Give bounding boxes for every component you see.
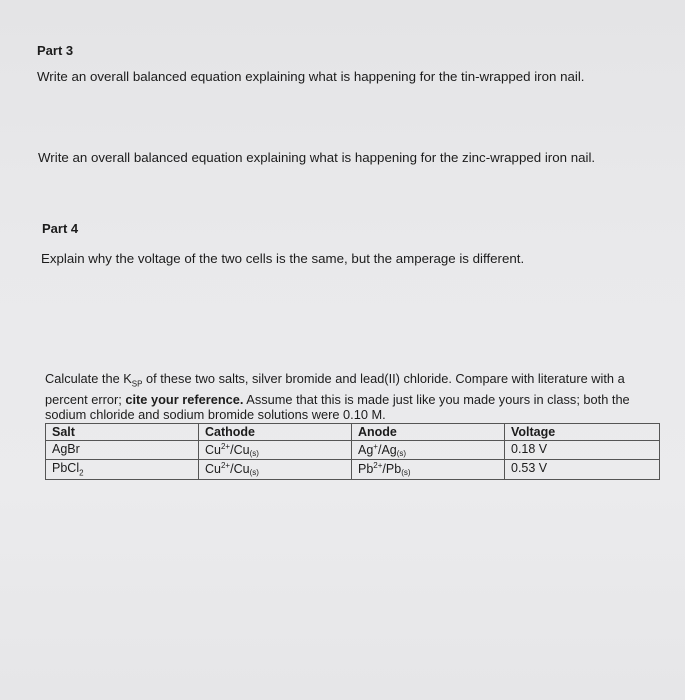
salt-cell: AgBr xyxy=(46,441,199,460)
table-header-row xyxy=(46,424,660,441)
ksp-intro-part2: of these two salts, silver bromide and lead(II) chloride. Compare with literature with a percent error; xyxy=(45,371,625,407)
header-cathode: Cathode xyxy=(199,424,352,441)
header-salt: Salt xyxy=(46,424,199,441)
ksp-instructions xyxy=(45,371,665,422)
anode-cell: $Pb^{2+}/Pb_{(s)}$ xyxy=(352,460,505,480)
table-row xyxy=(46,441,660,460)
part3-question-tin: Write an overall balanced equation explaining what is happening for the tin-wrapped iron nail. xyxy=(37,69,585,84)
anode-cell: $Ag^+/Ag_{(s)}$ xyxy=(352,441,505,460)
part3-question-zinc: Write an overall balanced equation explaining what is happening for the zinc-wrapped iron nail. xyxy=(38,150,596,165)
cathode-cell: $Cu^{2+}/Cu_{(s)}$ xyxy=(199,441,352,460)
ksp-subscript: SP xyxy=(131,379,143,389)
voltage-cell: 0.53 V xyxy=(505,460,660,480)
ksp-intro-part3: Assume that this is made just like you made yours in class; both the sodium chloride and sodium bromide solutions were 0.10 M. xyxy=(45,391,630,422)
salt-cell: PbCl$_2$ xyxy=(46,460,199,480)
part4-question: Explain why the voltage of the two cells is the same, but the amperage is different. xyxy=(41,251,525,266)
header-voltage: Voltage xyxy=(505,424,660,441)
part3-heading: Part 3 xyxy=(37,43,74,58)
cathode-cell: $Cu^{2+}/Cu_{(s)}$ xyxy=(199,460,352,480)
ksp-intro-part1: Calculate the K xyxy=(45,371,132,386)
salt-table xyxy=(45,423,660,480)
ksp-cite-reference: cite your reference. xyxy=(125,391,244,407)
table-row xyxy=(46,460,660,480)
part4-heading: Part 4 xyxy=(42,221,79,236)
header-anode: Anode xyxy=(352,424,505,441)
voltage-cell: 0.18 V xyxy=(505,441,660,460)
